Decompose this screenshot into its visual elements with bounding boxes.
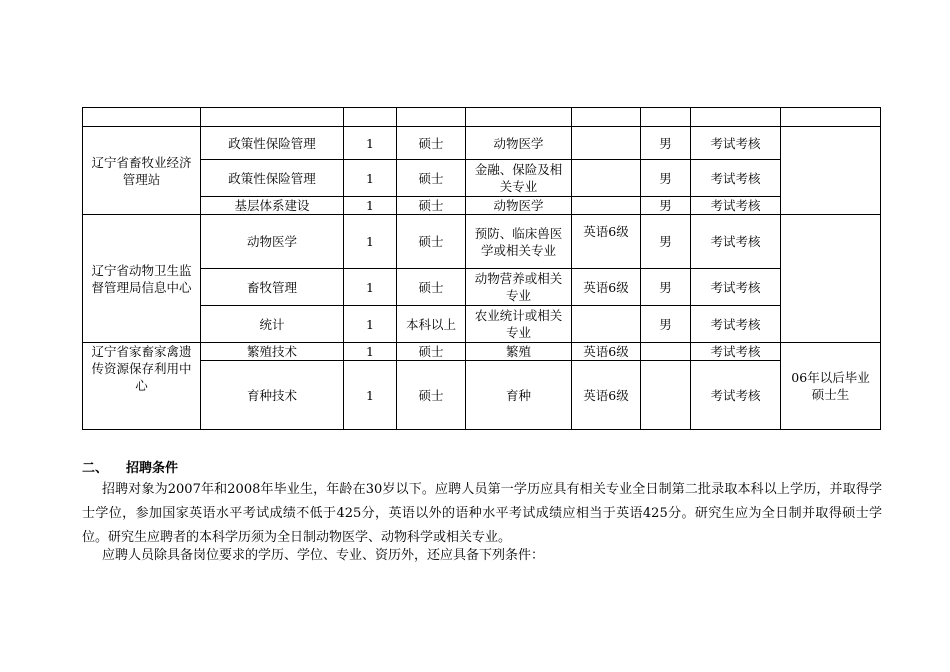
count-cell: 1 [344, 127, 397, 160]
paragraph: 招聘对象为2007年和2008年毕业生，年龄在30岁以下。应聘人员第一学历应具有相关专业全日制第二批录取本科以上学历，并取得学士学位，参加国家英语水平考试成绩不低于425分，英语以外的语种水平考试成绩应相当于英语425分。研究生应为全日制并取得硕士学位。研究生应聘者的本科学历须为全日制动物医学、动物科学或相关专业。 [82, 482, 882, 545]
count-cell: 1 [344, 269, 397, 306]
english-cell: 英语6级 [572, 361, 641, 430]
table-header-row [83, 108, 881, 127]
note-cell [781, 127, 881, 215]
table-row [83, 160, 881, 197]
gender-cell: 男 [641, 306, 691, 343]
english-cell [572, 127, 641, 160]
position-cell: 繁殖技术 [201, 343, 344, 361]
english-cell [572, 197, 641, 215]
method-cell: 考试考核 [691, 197, 781, 215]
unit-cell: 辽宁省家畜家禽遗传资源保存利用中心 [83, 343, 201, 430]
position-cell: 动物医学 [201, 215, 344, 269]
position-cell: 政策性保险管理 [201, 127, 344, 160]
count-cell: 1 [344, 361, 397, 430]
method-cell: 考试考核 [691, 215, 781, 269]
unit-cell: 辽宁省动物卫生监督管理局信息中心 [83, 215, 201, 343]
header-cell [344, 108, 397, 127]
header-cell [83, 108, 201, 127]
header-cell [572, 108, 641, 127]
count-cell: 1 [344, 197, 397, 215]
major-cell: 动物营养或相关专业 [466, 269, 572, 306]
table-row [83, 197, 881, 215]
paragraph: 应聘人员除具备岗位要求的学历、学位、专业、资历外，还应具备下列条件： [102, 548, 545, 563]
method-cell: 考试考核 [691, 160, 781, 197]
degree-cell: 硕士 [397, 361, 466, 430]
table-row [83, 306, 881, 343]
degree-cell: 硕士 [397, 215, 466, 269]
method-cell: 考试考核 [691, 127, 781, 160]
degree-cell: 硕士 [397, 160, 466, 197]
count-cell: 1 [344, 343, 397, 361]
major-cell: 育种 [466, 361, 572, 430]
count-cell: 1 [344, 306, 397, 343]
gender-cell: 男 [641, 160, 691, 197]
count-cell: 1 [344, 160, 397, 197]
section-heading [82, 457, 178, 476]
gender-cell [641, 361, 691, 430]
header-cell [201, 108, 344, 127]
note-cell [781, 215, 881, 343]
english-cell: 英语6级 [572, 215, 641, 269]
position-cell: 基层体系建设 [201, 197, 344, 215]
unit-cell: 辽宁省畜牧业经济管理站 [83, 127, 201, 215]
recruitment-table [82, 107, 881, 430]
degree-cell: 硕士 [397, 343, 466, 361]
table-row [83, 215, 881, 269]
degree-cell: 硕士 [397, 127, 466, 160]
section-title: 招聘条件 [126, 461, 179, 476]
table-row [83, 269, 881, 306]
header-cell [641, 108, 691, 127]
table-row [83, 361, 881, 430]
degree-cell: 硕士 [397, 269, 466, 306]
major-cell: 金融、保险及相关专业 [466, 160, 572, 197]
header-cell [691, 108, 781, 127]
header-cell [466, 108, 572, 127]
gender-cell: 男 [641, 269, 691, 306]
header-cell [781, 108, 881, 127]
method-cell: 考试考核 [691, 269, 781, 306]
degree-cell: 本科以上 [397, 306, 466, 343]
note-cell: 06年以后毕业硕士生 [781, 343, 881, 430]
gender-cell: 男 [641, 215, 691, 269]
table-row [83, 127, 881, 160]
gender-cell: 男 [641, 197, 691, 215]
count-cell: 1 [344, 215, 397, 269]
table-row [83, 343, 881, 361]
english-cell: 英语6级 [572, 343, 641, 361]
gender-cell: 男 [641, 127, 691, 160]
header-cell [397, 108, 466, 127]
major-cell: 繁殖 [466, 343, 572, 361]
method-cell: 考试考核 [691, 306, 781, 343]
degree-cell: 硕士 [397, 197, 466, 215]
method-cell: 考试考核 [691, 343, 781, 361]
position-cell: 统计 [201, 306, 344, 343]
section-number: 二、 [82, 461, 109, 476]
major-cell: 动物医学 [466, 197, 572, 215]
major-cell: 动物医学 [466, 127, 572, 160]
gender-cell [641, 343, 691, 361]
english-cell [572, 306, 641, 343]
english-cell [572, 160, 641, 197]
major-cell: 农业统计或相关专业 [466, 306, 572, 343]
major-cell: 预防、临床兽医学或相关专业 [466, 215, 572, 269]
position-cell: 政策性保险管理 [201, 160, 344, 197]
position-cell: 畜牧管理 [201, 269, 344, 306]
english-cell: 英语6级 [572, 269, 641, 306]
position-cell: 育种技术 [201, 361, 344, 430]
method-cell: 考试考核 [691, 361, 781, 430]
